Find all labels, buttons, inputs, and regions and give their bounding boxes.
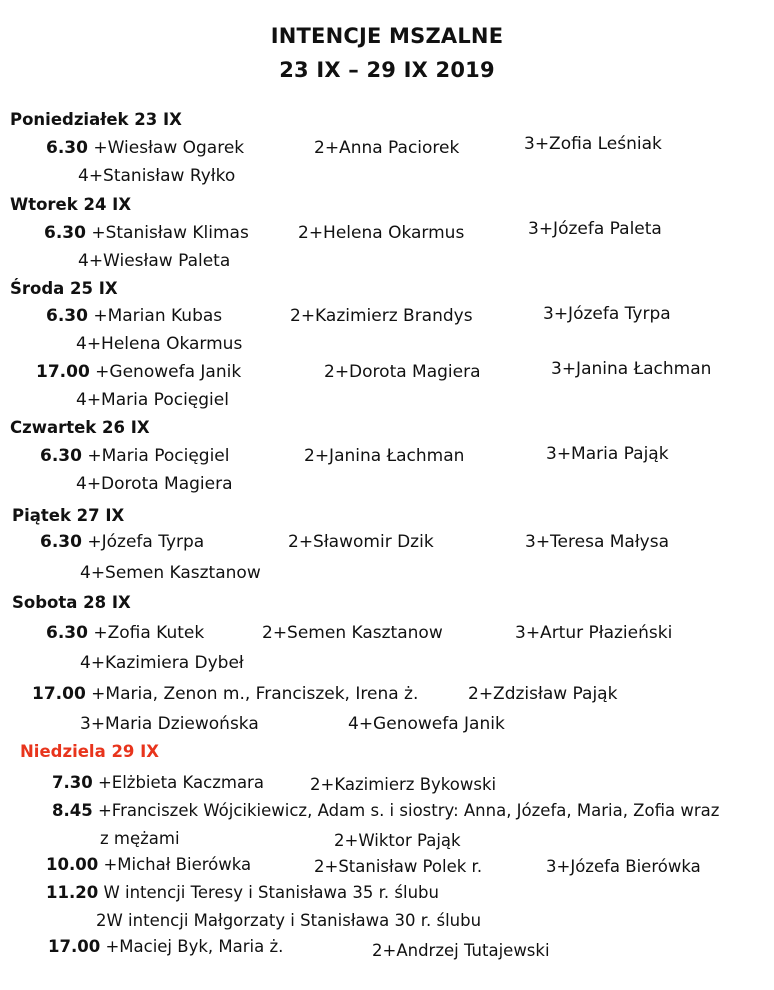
intention-continuation: z mężami: [100, 829, 180, 848]
mass-time: 10.00: [46, 855, 99, 874]
intention: +Genowefa Janik: [89, 362, 242, 382]
intention: 2+Semen Kasztanow: [262, 623, 443, 643]
intention: 2+Kazimierz Bykowski: [310, 775, 497, 794]
intention: +Stanisław Klimas: [85, 223, 249, 243]
day-heading: Sobota 28 IX: [12, 593, 131, 612]
intention: 2+Anna Paciorek: [314, 138, 460, 158]
intention-line: [46, 855, 251, 875]
mass-time: 6.30: [46, 623, 88, 643]
intention: +Józefa Tyrpa: [81, 532, 205, 552]
intention: 3+Teresa Małysa: [525, 532, 670, 552]
intention-line: [40, 532, 204, 552]
mass-time: 8.45: [52, 801, 93, 820]
intention: +Elżbieta Kaczmara: [92, 773, 264, 792]
intention: 2+Stanisław Polek r.: [314, 857, 483, 876]
intention: 3+Maria Pająk: [546, 444, 669, 464]
intention: +Franciszek Wójcikiewicz, Adam s. i siostry: Anna, Józefa, Maria, Zofia wraz: [92, 801, 720, 820]
mass-time: 17.00: [48, 937, 101, 956]
intention: 2+Kazimierz Brandys: [290, 306, 473, 326]
mass-time: 6.30: [40, 532, 82, 552]
mass-time: 6.30: [40, 446, 82, 466]
intention-line: [52, 773, 264, 793]
intention: 4+Dorota Magiera: [76, 474, 233, 494]
mass-time: 7.30: [52, 773, 93, 792]
mass-time: 11.20: [46, 883, 99, 902]
intention: 3+Józefa Paleta: [528, 219, 662, 239]
day-heading: Wtorek 24 IX: [10, 195, 132, 214]
mass-time: 6.30: [46, 138, 88, 158]
intention: 2+Zdzisław Pająk: [468, 684, 618, 704]
intention-line: [40, 446, 230, 466]
intention: +Maria, Zenon m., Franciszek, Irena ż.: [85, 684, 419, 704]
intention: +Wiesław Ogarek: [87, 138, 245, 158]
intention-line: [48, 937, 283, 957]
day-heading: Poniedziałek 23 IX: [10, 110, 182, 129]
intention: W intencji Teresy i Stanisława 35 r. ślubu: [98, 883, 439, 902]
intention: 4+Stanisław Ryłko: [78, 166, 236, 186]
intention: +Michał Bierówka: [98, 855, 252, 874]
intention: +Marian Kubas: [87, 306, 223, 326]
intention: 2+Sławomir Dzik: [288, 532, 434, 552]
intention: 2+Janina Łachman: [304, 446, 465, 466]
intention-line: [32, 684, 418, 704]
intention: 4+Kazimiera Dybeł: [80, 653, 244, 673]
intention: 3+Janina Łachman: [551, 359, 712, 379]
intention: +Maria Pocięgiel: [81, 446, 230, 466]
intention-line: [46, 623, 204, 643]
intention-line: [46, 138, 244, 158]
day-heading: Czwartek 26 IX: [10, 418, 150, 437]
intention: 4+Semen Kasztanow: [80, 563, 261, 583]
day-heading: Środa 25 IX: [10, 279, 118, 298]
intention-line: [36, 362, 241, 382]
intention: +Zofia Kutek: [87, 623, 205, 643]
intention: 2+Wiktor Pająk: [334, 831, 461, 850]
intention-line: [46, 306, 222, 326]
intention: 2+Dorota Magiera: [324, 362, 481, 382]
intention: 4+Wiesław Paleta: [78, 251, 231, 271]
mass-time: 17.00: [32, 684, 86, 704]
document-title: INTENCJE MSZALNE: [270, 24, 504, 48]
intention: 4+Genowefa Janik: [348, 714, 505, 734]
intention-line: [52, 801, 719, 821]
intention-line: [46, 883, 439, 903]
mass-time: 6.30: [46, 306, 88, 326]
mass-time: 6.30: [44, 223, 86, 243]
intention: 3+Zofia Leśniak: [524, 134, 662, 154]
intention: 3+Józefa Tyrpa: [543, 304, 671, 324]
intention-line: [44, 223, 249, 243]
intention: 2+Helena Okarmus: [298, 223, 465, 243]
intention: 4+Helena Okarmus: [76, 334, 243, 354]
intention: 4+Maria Pocięgiel: [76, 390, 229, 410]
intention: +Maciej Byk, Maria ż.: [100, 937, 284, 956]
day-heading: Piątek 27 IX: [12, 506, 125, 525]
intention: 3+Artur Płazieński: [515, 623, 673, 643]
intention: 3+Maria Dziewońska: [80, 714, 259, 734]
day-heading: Niedziela 29 IX: [20, 742, 160, 761]
intention: 3+Józefa Bierówka: [546, 857, 701, 876]
intention: 2+Andrzej Tutajewski: [372, 941, 550, 960]
document-date-range: 23 IX – 29 IX 2019: [279, 58, 495, 82]
mass-time: 17.00: [36, 362, 90, 382]
intention: 2W intencji Małgorzaty i Stanisława 30 r. ślubu: [96, 911, 482, 930]
